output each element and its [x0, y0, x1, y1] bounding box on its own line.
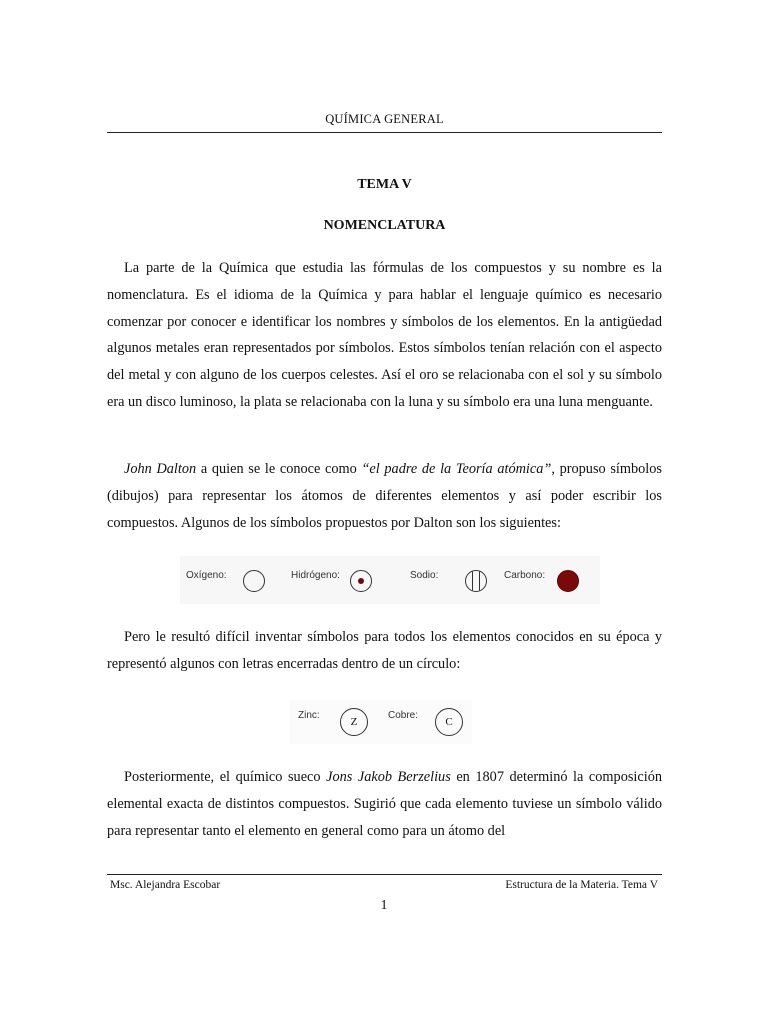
zinc-label: Zinc:: [298, 710, 320, 721]
dalton-name: John Dalton: [124, 461, 197, 477]
carbon-label: Carbono:: [504, 570, 546, 581]
copper-symbol-icon: C: [435, 708, 463, 736]
dalton-quote: “el padre de la Teoría atómica”: [361, 461, 552, 477]
dalton-text-b: , propuso símbolos (dibujos) para representar los átomos de diferentes elementos y así poder escribir los compuestos. Algunos de los símbolos propuestos por Dalton son los siguientes:: [107, 461, 662, 531]
chapter-heading: TEMA V: [357, 177, 412, 192]
hydrogen-dot-icon: [358, 578, 364, 584]
paragraph-letters: [107, 624, 662, 678]
hydrogen-label: Hidrógeno:: [291, 570, 340, 581]
oxygen-label: Oxígeno:: [186, 570, 227, 581]
berzelius-text-a: Posteriormente, el químico sueco: [124, 769, 327, 785]
berzelius-text-b: en 1807 determinó la composición elemental exacta de distintos compuestos. Sugirió que cada elemento tuviese un símbolo válido para representar tanto el elemento en general como para un átomo del: [107, 769, 662, 839]
dalton-symbols-figure: [180, 556, 600, 604]
footer-author: Msc. Alejandra Escobar: [110, 879, 221, 891]
letter-symbols-figure: [290, 700, 472, 744]
footer-course: Estructura de la Materia. Tema V: [505, 879, 658, 891]
paragraph-intro: [107, 255, 662, 416]
paragraph-berzelius: [107, 764, 662, 844]
paragraph-intro-text: La parte de la Química que estudia las fórmulas de los compuestos y su nombre es la nomenclatura. Es el idioma de la Química y para hablar el lenguaje químico es necesario comenzar por conocer e identificar los nombres y símbolos de los elementos. En la antigüedad algunos metales eran representados por símbolos. Estos símbolos tenían relación con el aspecto del metal y con alguno de los cuerpos celestes. Así el oro se relacionaba con el sol y su símbolo era un disco luminoso, la plata se relacionaba con la luna y su símbolo era una luna menguante.: [107, 260, 662, 410]
sodium-symbol-icon: [465, 570, 487, 592]
page-number: 1: [380, 898, 388, 913]
footer-rule: [107, 874, 662, 875]
sodium-label: Sodio:: [410, 570, 439, 581]
berzelius-name: Jons Jakob Berzelius: [326, 769, 451, 785]
hydrogen-symbol-icon: [350, 570, 372, 592]
paragraph-letters-text: Pero le resultó difícil inventar símbolos para todos los elementos conocidos en su época y representó algunos con letras encerradas dentro de un círculo:: [107, 629, 662, 672]
header-rule: [107, 132, 662, 133]
copper-label: Cobre:: [388, 710, 419, 721]
section-heading: NOMENCLATURA: [323, 218, 446, 233]
paragraph-dalton: [107, 456, 662, 536]
running-header: QUÍMICA GENERAL: [325, 112, 444, 126]
oxygen-symbol-icon: [243, 570, 265, 592]
dalton-text-a: a quien se le conoce como: [196, 461, 362, 477]
carbon-symbol-icon: [557, 570, 579, 592]
zinc-symbol-icon: Z: [340, 708, 368, 736]
